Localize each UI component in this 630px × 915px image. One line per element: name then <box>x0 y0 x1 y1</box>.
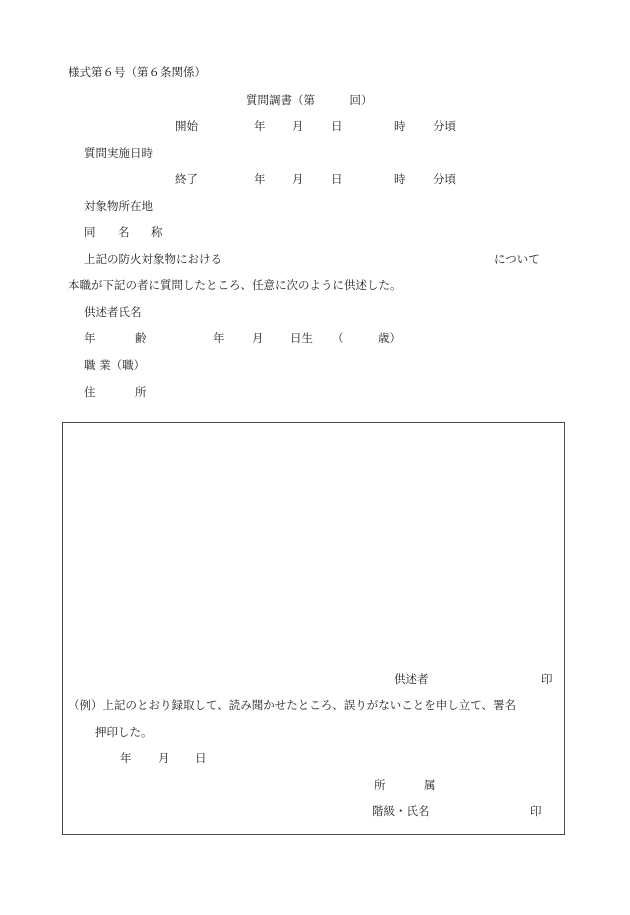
start-month-unit: 月 <box>292 119 304 133</box>
occupation-label: 職 業（職） <box>84 358 146 372</box>
start-label: 開始 <box>175 119 198 133</box>
record-date-year-unit: 年 <box>120 751 132 765</box>
start-minute-unit: 分頃 <box>433 119 456 133</box>
example-note-line2: 押印した。 <box>95 725 153 739</box>
affiliation-label-part1: 所 <box>374 778 386 792</box>
name-label-part3: 称 <box>151 225 163 239</box>
address-label-part2: 所 <box>135 385 147 399</box>
end-day-unit: 日 <box>331 172 343 186</box>
record-date-month-unit: 月 <box>158 751 170 765</box>
birth-month-unit: 月 <box>252 331 264 345</box>
location-label: 対象物所在地 <box>84 199 153 213</box>
address-label-part1: 住 <box>84 385 96 399</box>
form-number-label: 様式第６号（第６条関係） <box>68 65 206 79</box>
age-label-part2: 齢 <box>135 331 147 345</box>
name-label-part1: 同 <box>84 225 96 239</box>
document-title: 質問調書（第 回） <box>246 93 373 107</box>
name-label-part2: 名 <box>118 225 130 239</box>
age-close: 歳） <box>378 331 401 345</box>
birth-year-unit: 年 <box>213 331 225 345</box>
end-month-unit: 月 <box>292 172 304 186</box>
exec-datetime-label: 質問実施日時 <box>84 146 153 160</box>
age-open-paren: （ <box>332 331 344 345</box>
end-hour-unit: 時 <box>394 172 406 186</box>
record-date-day-unit: 日 <box>195 751 207 765</box>
example-note-line1: （例）上記のとおり録取して、読み聞かせたところ、誤りがないことを申し立て、署名 <box>68 698 517 712</box>
birth-day-unit: 日生 <box>290 331 313 345</box>
end-year-unit: 年 <box>254 172 266 186</box>
statement-line1-suffix: について <box>494 252 540 266</box>
statement-line2: 本職が下記の者に質問したところ、任意に次のように供述した。 <box>68 278 402 292</box>
officer-seal-mark: 印 <box>530 804 542 818</box>
statement-record-box <box>62 422 565 835</box>
affiliation-label-part2: 属 <box>424 778 436 792</box>
start-day-unit: 日 <box>331 119 343 133</box>
start-hour-unit: 時 <box>394 119 406 133</box>
start-year-unit: 年 <box>254 119 266 133</box>
statement-line1-prefix: 上記の防火対象物における <box>84 252 222 266</box>
deponent-seal-mark: 印 <box>541 672 553 686</box>
rank-name-label: 階級・氏名 <box>372 804 430 818</box>
end-minute-unit: 分頃 <box>433 172 456 186</box>
end-label: 終了 <box>175 172 198 186</box>
age-label-part1: 年 <box>84 331 96 345</box>
deponent-signature-label: 供述者 <box>394 672 429 686</box>
deponent-name-label: 供述者氏名 <box>84 305 142 319</box>
